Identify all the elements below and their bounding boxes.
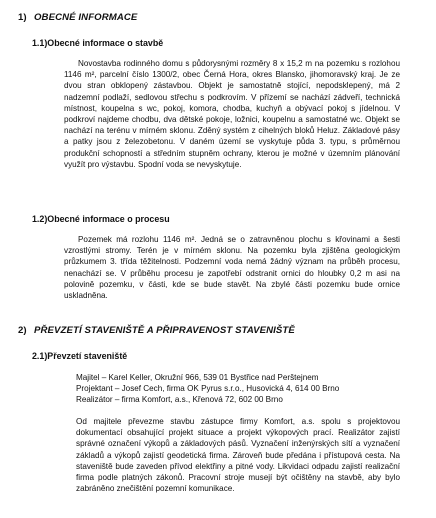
subsection-1-1-heading [32, 38, 163, 48]
subsection-1-2-heading [32, 214, 170, 224]
subsection-1-2-text: Pozemek má rozlohu 1146 m². Jedná se o zatravněnou plochu s křovinami a šesti vzrostlými stromy. Terén je v mírném sklonu. Na pozemku byla zjištěna geologickým průzkumem 3. třída těžitelnosti. Podzemní voda nemá žádný význam na průběh procesu, nenachází se. V průběhu procesu je zapotřebí odstranit ornici do hloubky 0,2 m asi na polovině pozemku, v části, kde se bude stavět. Na zbylé části pozemku bude ornice uskladněna. [64, 235, 400, 301]
section-2-number: 2) [18, 325, 27, 336]
subsection-2-1-number: 2.1) [32, 351, 48, 361]
subsection-1-1-paragraph [64, 58, 400, 170]
subsection-2-1-heading [32, 351, 127, 361]
section-1-title: OBECNÉ INFORMACE [34, 12, 138, 23]
subsection-2-1-title: Převzetí staveniště [47, 351, 128, 361]
subsection-1-1-number: 1.1) [32, 38, 48, 48]
party-owner: Majitel – Karel Keller, Okružní 966, 539 01 Bystřice nad Perštejnem [76, 373, 319, 382]
subsection-2-1-paragraph [76, 416, 400, 494]
section-1-heading [18, 12, 137, 23]
parties-list [76, 372, 339, 406]
section-2-heading [18, 325, 295, 336]
subsection-1-2-title: Obecné informace o procesu [47, 214, 170, 224]
subsection-1-2-number: 1.2) [32, 214, 48, 224]
subsection-1-1-text: Novostavba rodinného domu s půdorysnými rozměry 8 x 15,2 m na pozemku s rozlohou 1146 m², parcelní číslo 1300/2, obec Černá Hora, okres Blansko, jihomoravský kraj. Je ze dvou stran obklopený zástavbou. Objekt je samostatně stojící, nepodsklepený, má 2 nadzemní podlaží, sedlovou střechu s podkrovím. V přízemí se nachází zádveří, technická místnost, koupelna s wc, pokoj, komora, chodba, kuchyň a obývací pokoj s jídelnou. V podkroví najdeme chodbu, dva dětské pokoje, ložnici, koupelnu a samostatné wc. Objekt se nachází na terénu v mírném sklonu. Zděný systém z cihelných bloků Heluz. Základové pásy a patky jsou z železobetonu. V daném území se vyskytuje půda 3. typu, s průměrnou produkční schopností a středním stupněm ochrany, kterou je možné v územním plánování využít pro výstavbu. Spodní voda se nevyskytuje. [64, 59, 400, 169]
subsection-1-1-title: Obecné informace o stavbě [47, 38, 164, 48]
section-2-title: PŘEVZETÍ STAVENIŠTĚ A PŘIPRAVENOST STAVENIŠTĚ [34, 325, 295, 336]
party-contractor: Realizátor – firma Komfort, a.s., Křenová 72, 602 00 Brno [76, 395, 283, 405]
party-designer: Projektant – Josef Cech, firma OK Pyrus s.r.o., Husovická 4, 614 00 Brno [76, 384, 340, 394]
subsection-1-2-paragraph [64, 234, 400, 301]
section-1-number: 1) [18, 12, 27, 23]
subsection-2-1-text: Od majitele převezme stavbu zástupce firmy Komfort, a.s. spolu s projektovou dokumentací obsahující projekt situace a projekt výkopových prací. Realizátor zajistí správné označení výkopů a základových pásů. Vyznačení inženýrských sítí a vyznačení základů a výkopů zajistí geodetická firma. Zároveň bude předána i přístupová cesta. Na staveniště bude zaveden přívod elektřiny a pitné vody. Likvidaci odpadu zajistí realizační firma podle platných zákonů. Pracovní stroje musejí být očištěny na stavbě, aby bylo zabráněno znečištění pozemní komunikace. [76, 417, 400, 494]
